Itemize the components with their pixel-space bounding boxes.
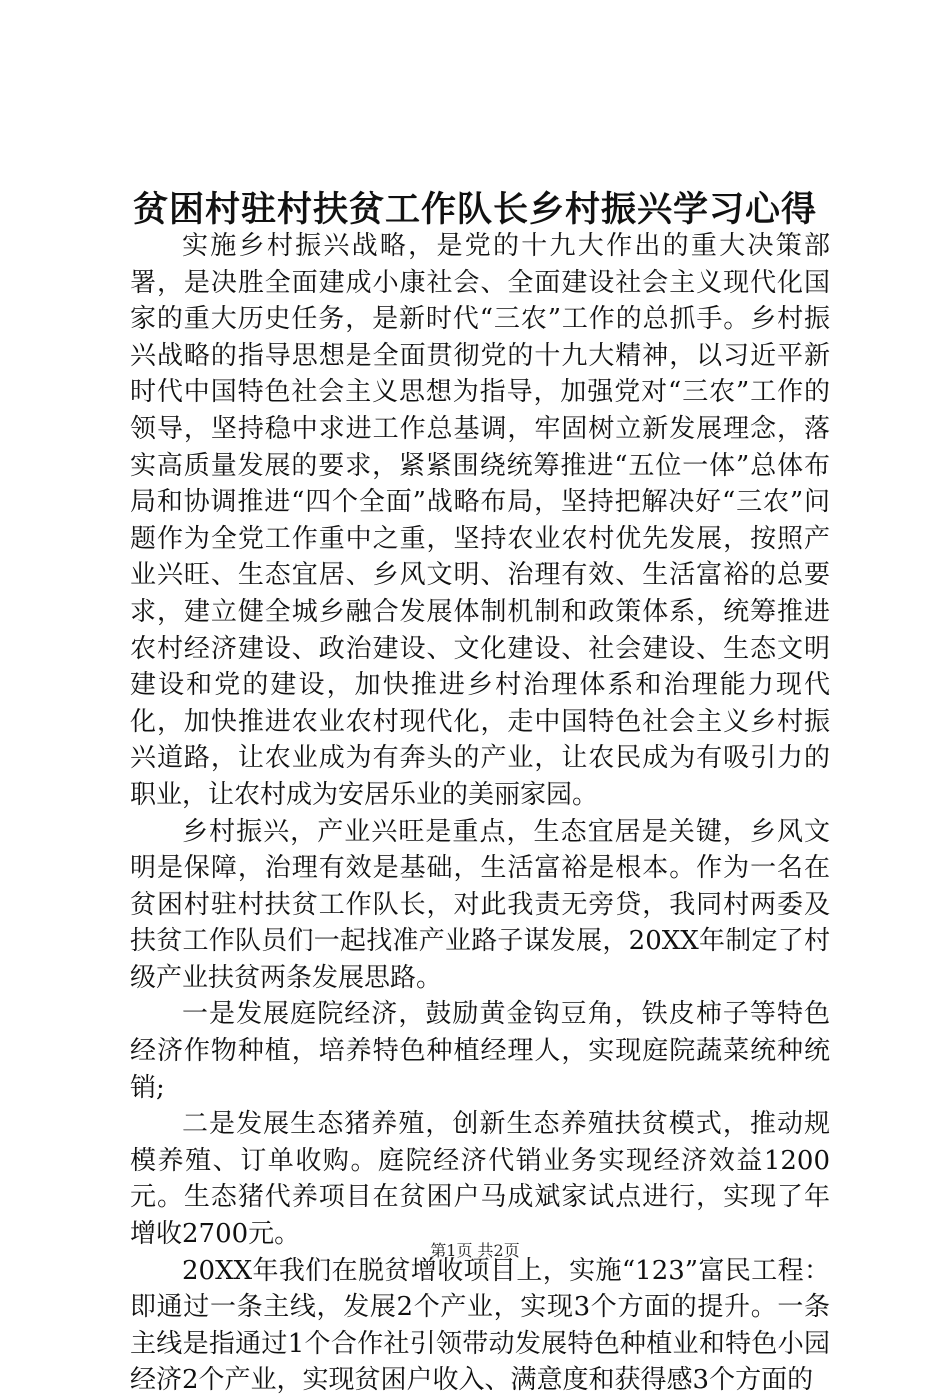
paragraph-3: 一是发展庭院经济，鼓励黄金钩豆角，铁皮柿子等特色经济作物种植，培养特色种植经理人，实现庭院蔬菜统种统销; <box>130 999 830 1103</box>
document-body <box>130 228 830 1399</box>
document-title: 贫困村驻村扶贫工作队长乡村振兴学习心得 <box>132 189 817 230</box>
paragraph-5: 20XX年我们在脱贫增收项目上，实施“123”富民工程：即通过一条主线，发展2个产业，实现3个方面的提升。一条主线是指通过1个合作社引领带动发展特色种植业和特色小园经济2个产业，实现贫困户收入、满意度和获得感3个方面的 <box>130 1255 830 1396</box>
paragraph-2: 乡村振兴，产业兴旺是重点，生态宜居是关键，乡风文明是保障，治理有效是基础，生活富裕是根本。作为一名在贫困村驻村扶贫工作队长，对此我责无旁贷，我同村两委及扶贫工作队员们一起找准产业路子谋发展，20XX年制定了村级产业扶贫两条发展思路。 <box>130 816 830 993</box>
paragraph-1: 实施乡村振兴战略，是党的十九大作出的重大决策部署，是决胜全面建成小康社会、全面建设社会主义现代化国家的重大历史任务，是新时代“三农”工作的总抓手。乡村振兴战略的指导思想是全面贯彻党的十九大精神，以习近平新时代中国特色社会主义思想为指导，加强党对“三农”工作的领导，坚持稳中求进工作总基调，牢固树立新发展理念，落实高质量发展的要求，紧紧围绕统筹推进“五位一体”总体布局和协调推进“四个全面”战略布局，坚持把解决好“三农”问题作为全党工作重中之重，坚持农业农村优先发展，按照产业兴旺、生态宜居、乡风文明、治理有效、生活富裕的总要求，建立健全城乡融合发展体制机制和政策体系，统筹推进农村经济建设、政治建设、文化建设、社会建设、生态文明建设和党的建设，加快推进乡村治理体系和治理能力现代化，加快推进农业农村现代化，走中国特色社会主义乡村振兴道路，让农业成为有奔头的产业，让农民成为有吸引力的职业，让农村成为安居乐业的美丽家园。 <box>130 231 830 810</box>
page-footer: 第1页 共2页 <box>430 1241 520 1260</box>
paragraph-4: 二是发展生态猪养殖，创新生态养殖扶贫模式，推动规模养殖、订单收购。庭院经济代销业务实现经济效益1200元。生态猪代养项目在贫困户马成斌家试点进行，实现了年增收2700元。 <box>130 1109 830 1250</box>
